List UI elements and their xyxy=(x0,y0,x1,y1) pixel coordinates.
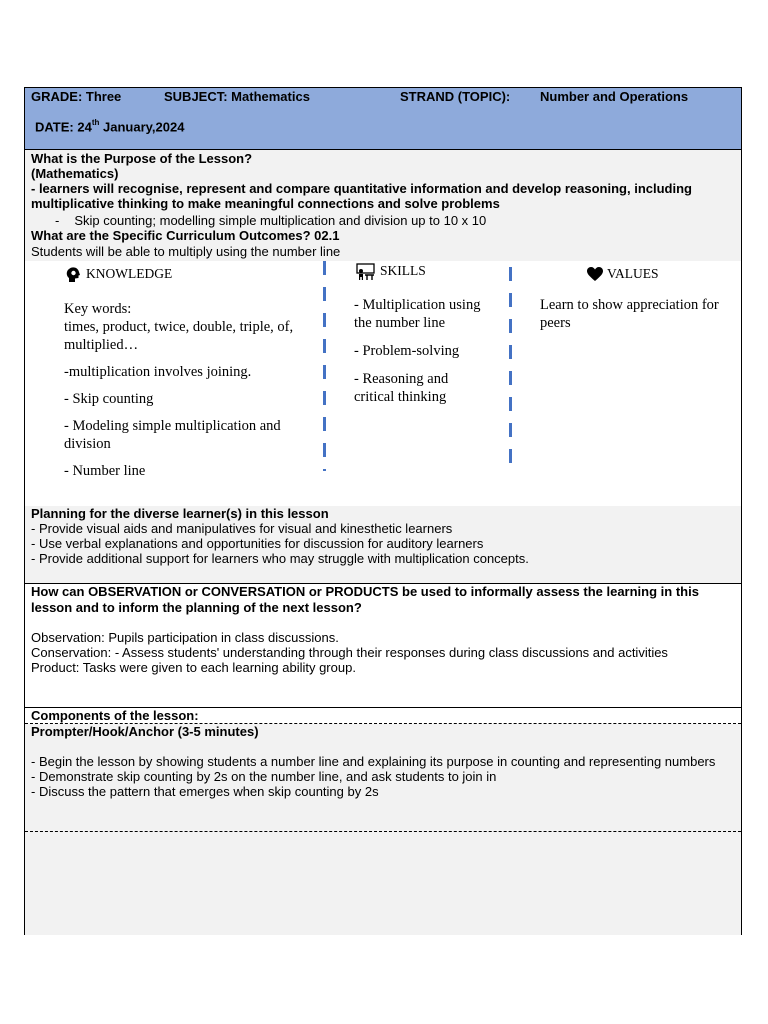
outcomes-statement: Students will be able to multiply using the number line xyxy=(31,244,341,259)
planning-title: Planning for the diverse learner(s) in this lesson xyxy=(31,506,329,521)
skills-title: SKILLS xyxy=(380,263,426,279)
subject-label: SUBJECT: Mathematics xyxy=(164,89,310,104)
grade-label: GRADE: Three xyxy=(31,89,122,104)
strand-value: Number and Operations xyxy=(540,89,689,104)
column-divider xyxy=(509,267,512,463)
knowledge-title: KNOWLEDGE xyxy=(86,266,173,281)
values-heading xyxy=(587,266,659,283)
components-section xyxy=(25,708,741,935)
bullet-text: Skip counting; modelling simple multiplication and division up to 10 x 10 xyxy=(74,213,487,228)
planning-item: - Provide visual aids and manipulatives for visual and kinesthetic learners xyxy=(31,521,453,536)
purpose-statement: - learners will recognise, represent and compare quantitative information and develop reasoning, including multiplicative thinking to make meaningful connections and solve problems xyxy=(31,181,692,211)
lesson-plan-table xyxy=(24,87,742,935)
skills-item: - Multiplication using the number line xyxy=(354,297,481,331)
values-title: VALUES xyxy=(607,266,659,281)
skills-list xyxy=(354,296,484,406)
purpose-subject: (Mathematics) xyxy=(31,166,119,181)
planning-section xyxy=(25,506,741,584)
knowledge-item: - Skip counting xyxy=(64,391,154,407)
assessment-conversation: Conservation: - Assess students' understanding through their responses during class discussions and activities xyxy=(31,645,668,660)
planning-item: - Use verbal explanations and opportunities for discussion for auditory learners xyxy=(31,536,484,551)
knowledge-item: - Modeling simple multiplication and division xyxy=(64,418,281,452)
skills-item: - Problem-solving xyxy=(354,343,460,359)
component-item: - Begin the lesson by showing students a number line and explaining its purpose in counting and representing numbers xyxy=(31,754,716,769)
knowledge-item: - Number line xyxy=(64,463,146,479)
assessment-observation: Observation: Pupils participation in class discussions. xyxy=(31,630,339,645)
outcomes-question: What are the Specific Curriculum Outcomes? 02.1 xyxy=(31,228,340,243)
components-title: Components of the lesson: xyxy=(31,708,199,723)
bullet-dash: - xyxy=(55,213,60,228)
values-item: Learn to show appreciation for peers xyxy=(540,297,719,331)
component-item: - Demonstrate skip counting by 2s on the number line, and ask students to join in xyxy=(31,769,497,784)
knowledge-list xyxy=(64,300,294,480)
dashed-divider xyxy=(25,831,741,832)
teacher-board-icon xyxy=(356,263,376,281)
knowledge-item: -multiplication involves joining. xyxy=(64,364,252,380)
column-divider xyxy=(323,261,326,471)
component-item: - Discuss the pattern that emerges when skip counting by 2s xyxy=(31,784,379,799)
date-label: DATE: 24th January,2024 xyxy=(35,118,185,135)
strand-label: STRAND (TOPIC): xyxy=(400,89,511,104)
header-row xyxy=(25,88,741,150)
values-list xyxy=(540,296,720,332)
skills-item: - Reasoning and critical thinking xyxy=(354,371,449,405)
skills-heading xyxy=(356,263,426,281)
assessment-section xyxy=(25,584,741,708)
planning-item: - Provide additional support for learners who may struggle with multiplication concepts. xyxy=(31,551,529,566)
keywords: times, product, twice, double, triple, of, multiplied… xyxy=(64,319,294,353)
knowledge-heading xyxy=(65,266,172,283)
assessment-product: Product: Tasks were given to each learning ability group. xyxy=(31,660,356,675)
prompter-title: Prompter/Hook/Anchor (3-5 minutes) xyxy=(31,724,259,739)
heart-icon xyxy=(587,267,603,282)
purpose-question: What is the Purpose of the Lesson? xyxy=(31,151,253,166)
head-gears-icon xyxy=(65,266,82,283)
purpose-bullet xyxy=(55,213,735,228)
assessment-question: How can OBSERVATION or CONVERSATION or PRODUCTS be used to informally assess the learning in this lesson and to inform the planning of the next lesson? xyxy=(31,584,699,615)
keywords-label: Key words: xyxy=(64,301,132,317)
